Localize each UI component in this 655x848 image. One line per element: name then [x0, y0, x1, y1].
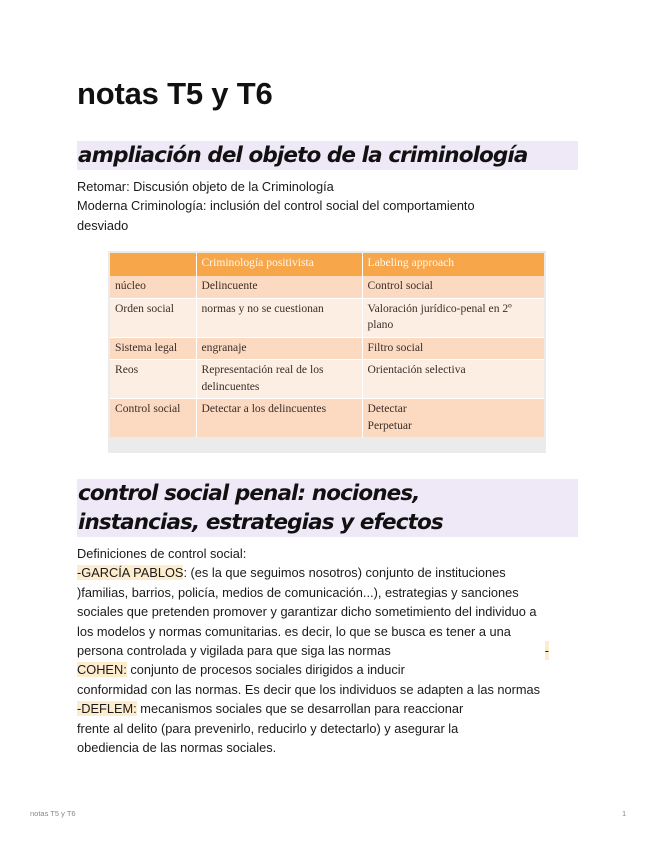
table-row — [110, 276, 544, 298]
garcia-pablos-label: -GARCÍA PABLOS — [77, 565, 184, 581]
table-cell: Detectar Perpetuar — [362, 399, 544, 438]
heading-line: instancias, estrategias y efectos — [78, 510, 443, 535]
paragraph-line: desviado — [77, 217, 129, 233]
table-row — [110, 360, 544, 399]
comparison-table — [110, 253, 544, 437]
table-cell: Valoración jurídico-penal en 2º plano — [362, 298, 544, 337]
paragraph-line: conformidad con las normas. Es decir que los individuos se adapten a las normas — [77, 681, 541, 697]
definitions-intro: Definiciones de control social: — [77, 546, 247, 561]
table-cell: Control social — [362, 276, 544, 298]
section1-paragraph — [77, 177, 577, 235]
deflem-label: -DEFLEM: — [77, 701, 137, 717]
footer-doc-title: notas T5 y T6 — [30, 809, 76, 818]
paragraph-line — [77, 641, 577, 660]
table-cell: Reos — [110, 360, 196, 399]
paragraph-line: Moderna Criminología: inclusión del control social del comportamiento — [77, 198, 475, 214]
table-row — [110, 298, 544, 337]
table-header-cell: Criminología positivista — [196, 253, 362, 276]
footer-page-number: 1 — [622, 809, 627, 818]
page-title: notas T5 y T6 — [77, 76, 273, 111]
comparison-table-image — [108, 251, 546, 453]
paragraph-line: los modelos y normas comunitarias. es decir, lo que se busca es tener a una — [77, 623, 511, 639]
paragraph-line: Retomar: Discusión objeto de la Criminología — [77, 179, 334, 194]
section-heading-control-social — [77, 479, 578, 537]
table-row — [110, 399, 544, 438]
paragraph-line: frente al delito (para prevenirlo, reducirlo y detectarlo) y asegurar la — [77, 720, 459, 736]
paragraph-line: sociales que pretenden promover y garantizar dicho sometimiento del individuo a — [77, 604, 537, 620]
table-cell: Orden social — [110, 298, 196, 337]
table-cell: Representación real de los delincuentes — [196, 360, 362, 399]
paragraph-line: )familias, barrios, policía, medios de comunicación...), estrategias y sanciones — [77, 584, 519, 600]
table-cell: Control social — [110, 399, 196, 438]
table-cell: Detectar a los delincuentes — [196, 399, 362, 438]
paragraph-line: obediencia de las normas sociales. — [77, 740, 277, 756]
paragraph-line — [77, 660, 577, 679]
section2-paragraph — [77, 544, 577, 757]
table-cell: normas y no se cuestionan — [196, 298, 362, 337]
section-heading-ampliacion: ampliación del objeto de la criminología — [77, 141, 578, 170]
table-cell: núcleo — [110, 276, 196, 298]
cohen-label: COHEN: — [77, 662, 127, 678]
paragraph-line — [77, 699, 577, 718]
table-cell: Delincuente — [196, 276, 362, 298]
table-cell: Filtro social — [362, 337, 544, 360]
heading-line: control social penal: nociones, — [78, 481, 420, 506]
paragraph-line — [77, 563, 577, 582]
table-cell: Sistema legal — [110, 337, 196, 360]
table-header-row — [110, 253, 544, 276]
text-run: : (es la que seguimos nosotros) conjunto de instituciones — [183, 565, 506, 581]
table-header-cell: Labeling approach — [362, 253, 544, 276]
text-run: conjunto de procesos sociales dirigidos a inducir — [126, 662, 405, 678]
text-run: persona controlada y vigilada para que siga las normas — [77, 643, 391, 659]
table-cell: Orientación selectiva — [362, 360, 544, 399]
table-row — [110, 337, 544, 360]
table-cell: engranaje — [196, 337, 362, 360]
table-header-cell — [110, 253, 196, 276]
text-run: mecanismos sociales que se desarrollan para reaccionar — [136, 701, 464, 717]
dash-marker: - — [545, 641, 549, 660]
